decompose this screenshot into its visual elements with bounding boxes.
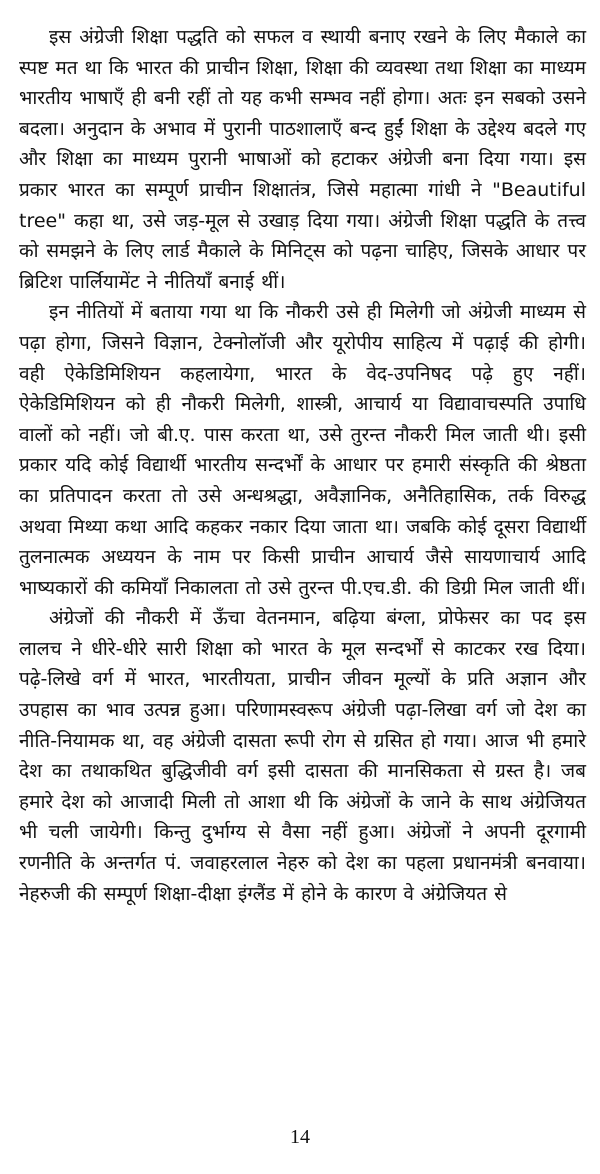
body-text: [19, 22, 586, 909]
page-number: 14: [290, 1126, 310, 1148]
paragraph-3: अंग्रेजों की नौकरी में ऊँचा वेतनमान, बढ़िया बंग्ला, प्रोफेसर का पद इस लालच ने धीरे-धीरे सारी शिक्षा को भारत के मूल सन्दर्भों से काटकर रख दिया। पढ़े-लिखे वर्ग में भारत, भारतीयता, प्राचीन जीवन मूल्यों के प्रति अज्ञान और उपहास का भाव उत्पन्न हुआ। परिणामस्वरूप अंग्रेजी पढ़ा-लिखा वर्ग जो देश का नीति-नियामक था, वह अंग्रेजी दासता रूपी रोग से ग्रसित हो गया। आज भी हमारे देश का तथाकथित बुद्धिजीवी वर्ग इसी दासता की मानसिकता से ग्रस्त है। जब हमारे देश को आजादी मिली तो आशा थी कि अंग्रेजों के जाने के साथ अंग्रेजियत भी चली जायेगी। किन्तु दुर्भाग्य से वैसा नहीं हुआ। अंग्रेजों ने अपनी दूरगामी रणनीति के अन्तर्गत पं. जवाहरलाल नेहरु को देश का पहला प्रधानमंत्री बनवाया। नेहरुजी की सम्पूर्ण शिक्षा-दीक्षा इंग्लैंड में होने के कारण वे अंग्रेजियत से: [19, 607, 586, 905]
paragraph-1: इस अंग्रेजी शिक्षा पद्धति को सफल व स्थायी बनाए रखने के लिए मैकाले का स्पष्ट मत था कि भारत की प्राचीन शिक्षा, शिक्षा की व्यवस्था तथा शिक्षा का माध्यम भारतीय भाषाएँ ही बनी रहीं तो यह कभी सम्भव नहीं होगा। अतः इन सबको उसने बदला। अनुदान के अभाव में पुरानी पाठशालाएँ बन्द हुईं शिक्षा के उद्देश्य बदले गए और शिक्षा का माध्यम पुरानी भाषाओं को हटाकर अंग्रेजी बना दिया गया। इस प्रकार भारत का सम्पूर्ण प्राचीन शिक्षातंत्र, जिसे महात्मा गांधी ने "Beautiful tree" कहा था, उसे जड़-मूल से उखाड़ दिया गया। अंग्रेजी शिक्षा पद्धति के तत्त्व को समझने के लिए लार्ड मैकाले के मिनिट्स को पढ़ना चाहिए, जिसके आधार पर ब्रिटिश पार्लियामेंट ने नीतियाँ बनाई थीं।: [19, 26, 586, 293]
paragraph-2: इन नीतियों में बताया गया था कि नौकरी उसे ही मिलेगी जो अंग्रेजी माध्यम से पढ़ा होगा, जिसने विज्ञान, टेक्नोलॉजी और यूरोपीय साहित्य में पढ़ाई की होगी। वही ऐकेडिमिशियन कहलायेगा, भारत के वेद-उपनिषद पढ़े हुए नहीं। ऐकेडिमिशियन को ही नौकरी मिलेगी, शास्त्री, आचार्य या विद्यावाचस्पति उपाधि वालों को नहीं। जो बी.ए. पास करता था, उसे तुरन्त नौकरी मिल जाती थी। इसी प्रकार यदि कोई विद्यार्थी भारतीय सन्दर्भों के आधार पर हमारी संस्कृति की श्रेष्ठता का प्रतिपादन करता तो उसे अन्धश्रद्धा, अवैज्ञानिक, अनैतिहासिक, तर्क विरुद्ध अथवा मिथ्या कथा आदि कहकर नकार दिया जाता था। जबकि कोई दूसरा विद्यार्थी तुलनात्मक अध्ययन के नाम पर किसी प्राचीन आचार्य जैसे सायणाचार्य आदि भाष्यकारों की कमियाँ निकालता तो उसे तुरन्त पी.एच.डी. की डिग्री मिल जाती थीं।: [19, 301, 586, 599]
